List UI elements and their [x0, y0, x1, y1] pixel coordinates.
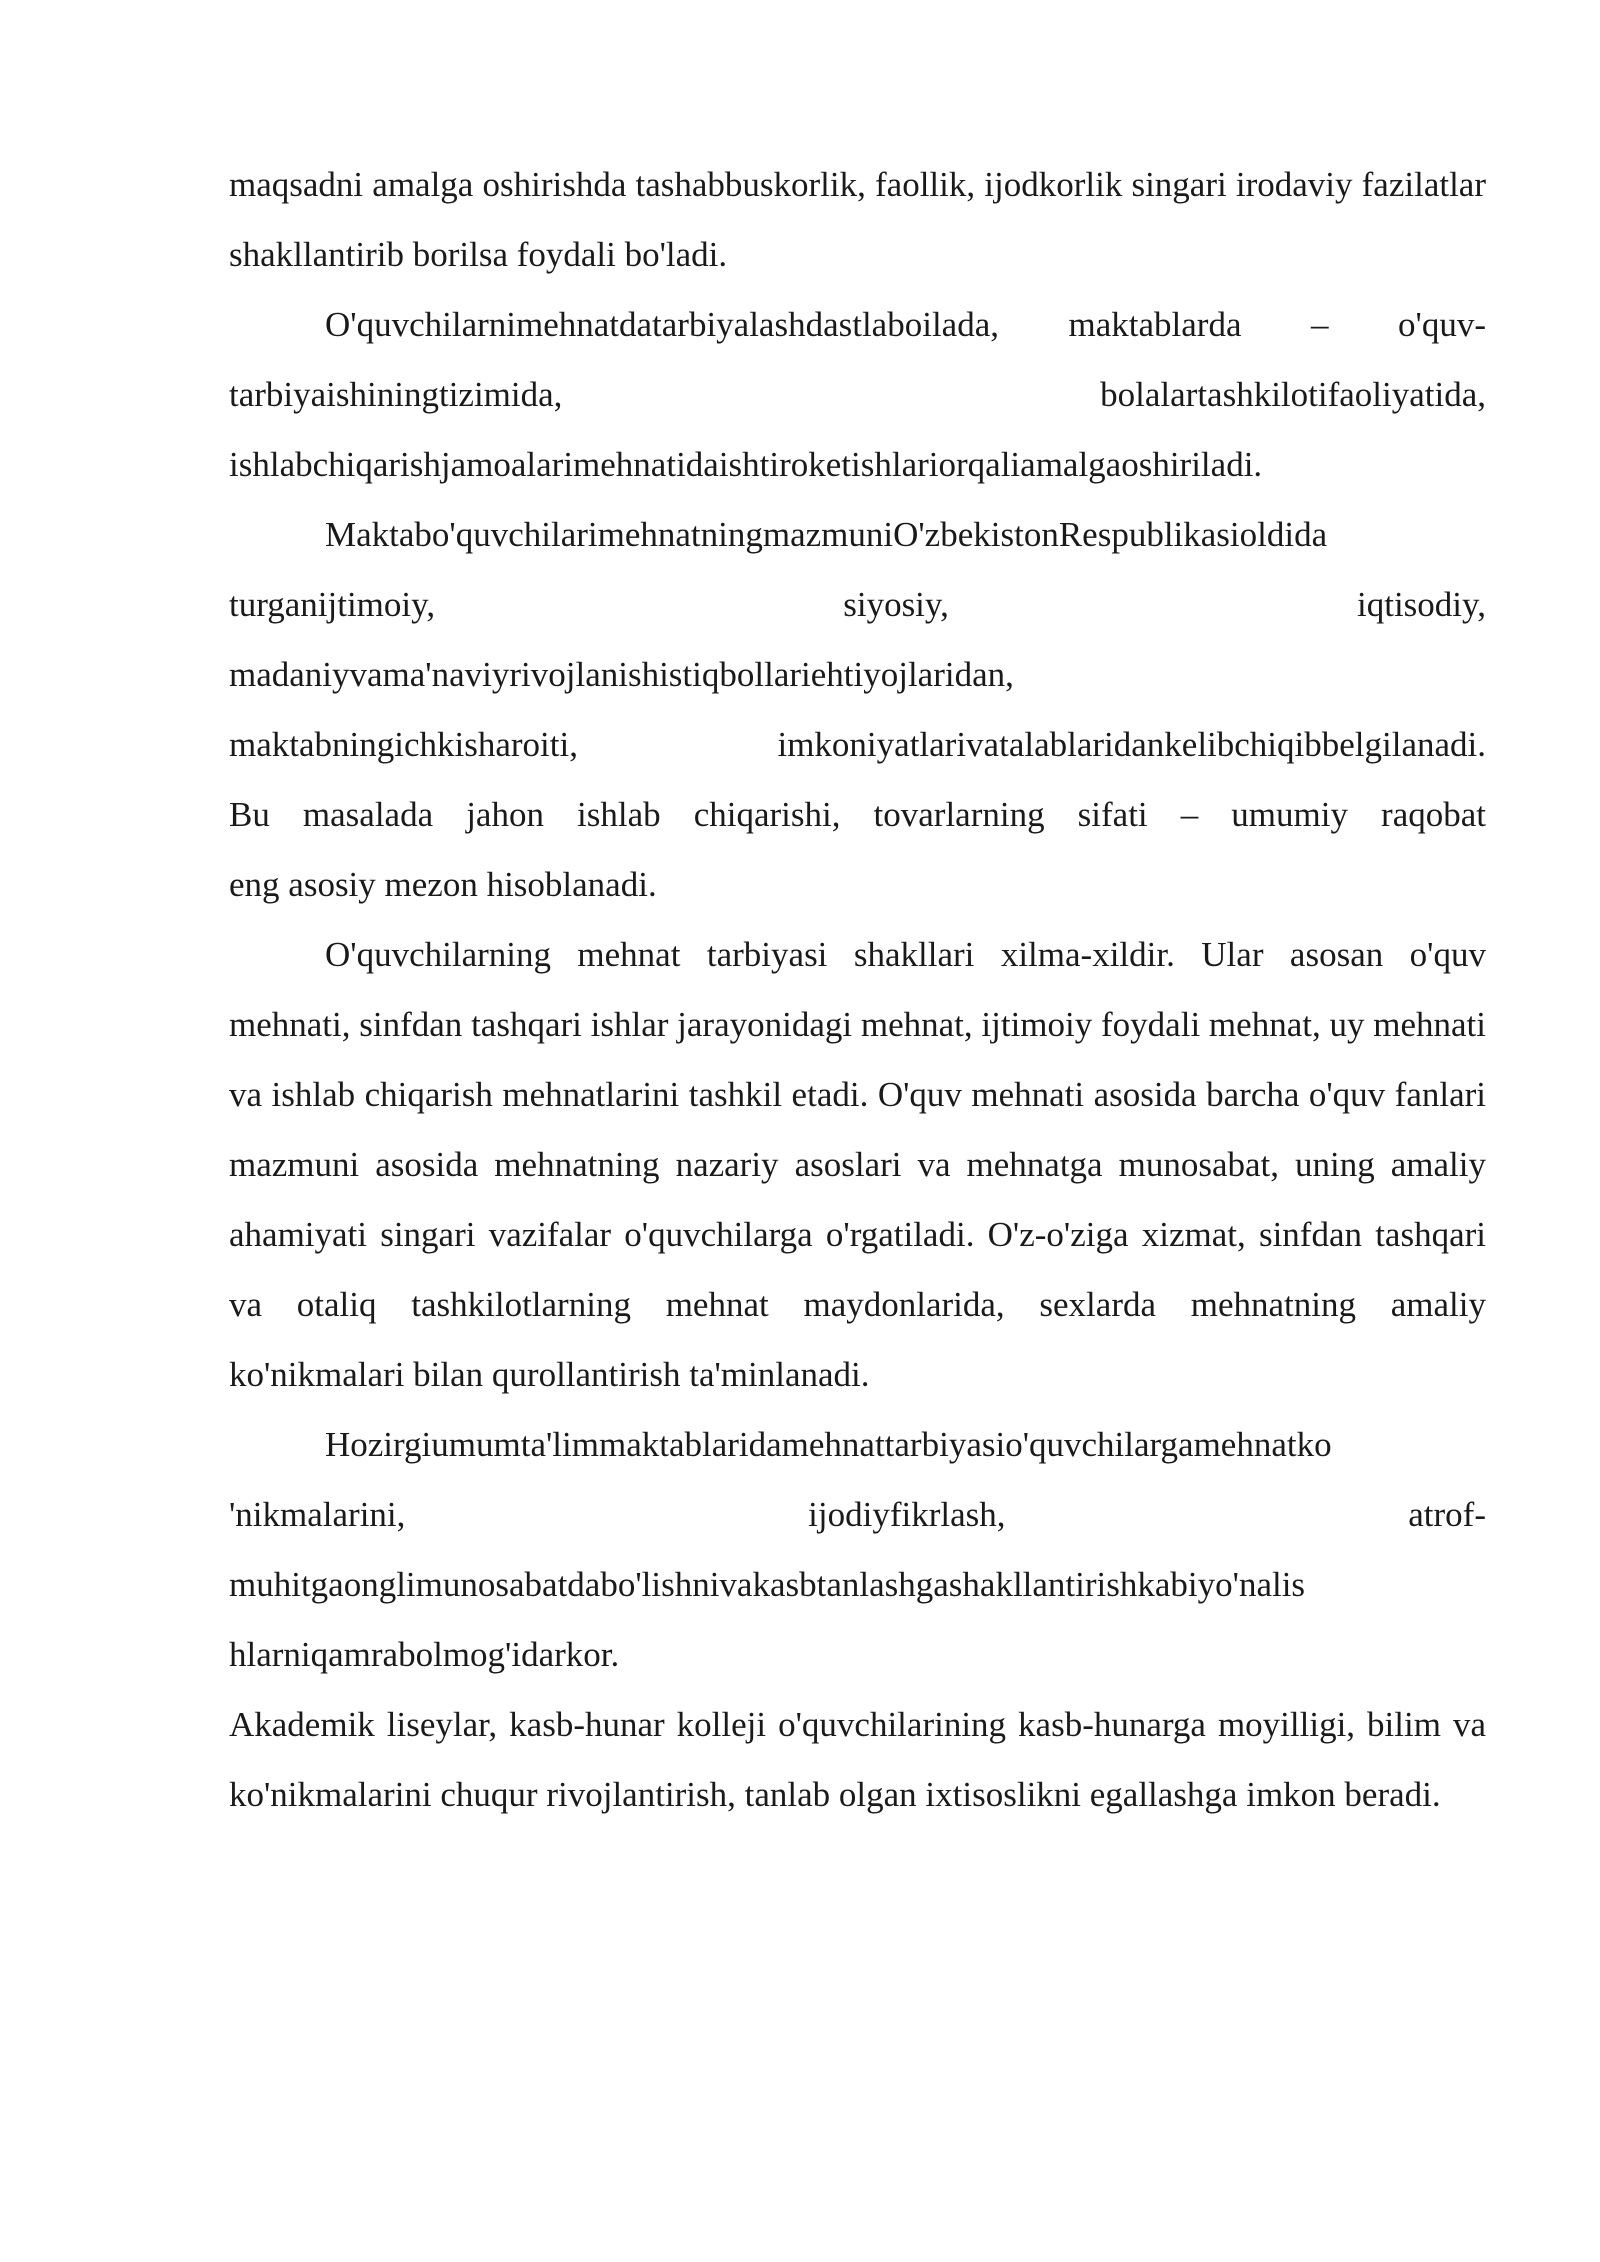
paragraph-2	[229, 290, 1486, 500]
paragraph-5	[229, 1410, 1486, 1690]
paragraph-3-line-2: turganijtimoiy, siyosiy, iqtisodiy,	[229, 585, 1486, 624]
paragraph-2-line-3: ishlabchiqarishjamoalarimehnatidaishtiroketishlariorqaliamalgaoshiriladi.	[229, 445, 1263, 484]
paragraph-2-line-2: tarbiyaishiningtizimida, bolalartashkilotifaoliyatida,	[229, 375, 1486, 414]
paragraph-5-line-3: muhitgaonglimunosabatdabo'lishnivakasbtanlashgashakllantirishkabiyo'nalis	[229, 1565, 1306, 1604]
paragraph-3-line-5: Bu masalada jahon ishlab chiqarishi, tovarlarning sifati – umumiy raqobat	[229, 795, 1486, 834]
paragraph-3-line-4: maktabningichkisharoiti, imkoniyatlarivatalablaridankelibchiqibbelgilanadi.	[229, 725, 1486, 764]
paragraph-3-line-6: eng asosiy mezon hisoblanadi.	[229, 865, 657, 904]
paragraph-3	[229, 500, 1486, 920]
paragraph-1: maqsadni amalga oshirishda tashabbuskorlik, faollik, ijodkorlik singari irodaviy fazilatlar shakllantirib borilsa foydali bo'ladi.	[229, 165, 1486, 274]
paragraph-5-line-1: Hozirgiumumta'limmaktablaridamehnattarbiyasio'quvchilargamehnatko	[325, 1425, 1332, 1464]
paragraph-3-line-3: madaniyvama'naviyrivojlanishistiqbollariehtiyojlaridan,	[229, 655, 1014, 694]
paragraph-5-line-4: hlarniqamrabolmog'idarkor.	[229, 1635, 620, 1674]
paragraph-6: Akademik liseylar, kasb-hunar kolleji o'quvchilarining kasb-hunarga moyilligi, bilim va ko'nikmalarini chuqur rivojlantirish, tanlab olgan ixtisoslikni egallashga imkon beradi.	[229, 1705, 1486, 1814]
paragraph-5-line-2: 'nikmalarini, ijodiyfikrlash, atrof-	[229, 1495, 1486, 1534]
paragraph-3-line-1: Maktabo'quvchilarimehnatningmazmuniO'zbekistonRespublikasioldida	[325, 515, 1328, 554]
paragraph-2-line-1: O'quvchilarnimehnatdatarbiyalashdastlaboilada, maktablarda – o'quv-	[325, 305, 1486, 344]
paragraph-4: O'quvchilarning mehnat tarbiyasi shakllari xilma-xildir. Ular asosan o'quv mehnati, sinfdan tashqari ishlar jarayonidagi mehnat, ijtimoiy foydali mehnat, uy mehnati va ishlab chiqarish mehnatlarini tashkil etadi. O'quv mehnati asosida barcha o'quv fanlari mazmuni asosida mehnatning nazariy asoslari va mehnatga munosabat, uning amaliy ahamiyati singari vazifalar o'quvchilarga o'rgatiladi. O'z-o'ziga xizmat, sinfdan tashqari va otaliq tashkilotlarning mehnat maydonlarida, sexlarda mehnatning amaliy ko'nikmalari bilan qurollantirish ta'minlanadi.	[229, 935, 1486, 1394]
document-page	[229, 150, 1486, 1830]
